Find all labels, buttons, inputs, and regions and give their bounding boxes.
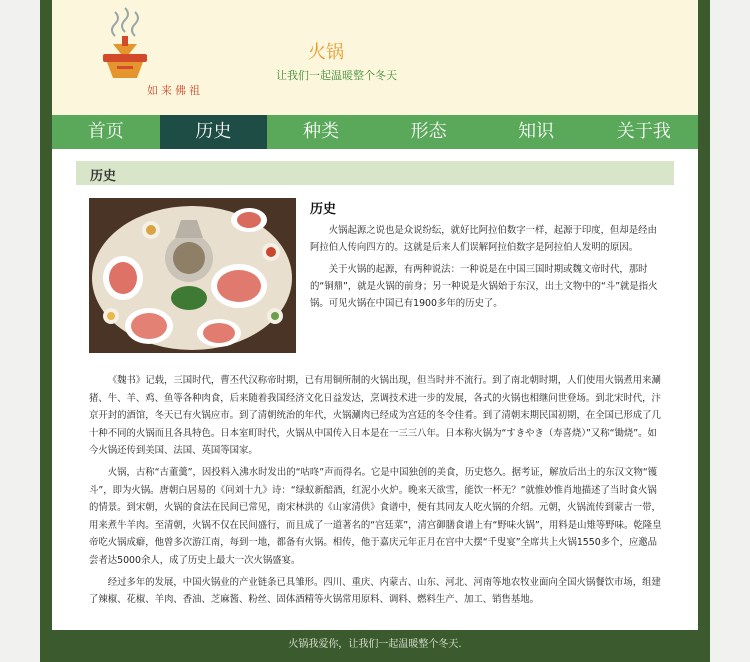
body-paragraph: 火锅，古称“古董羹”，因投料入沸水时发出的“咕咚”声而得名。它是中国独创的美食，历史悠久。据考证，解放后出土的东汉文物“镬斗”，即为火锅。唐朝白居易的《问刘十九》诗：“绿蚁新醅酒，红泥小火炉。晚来天欲雪，能饮一杯无？”就惟妙惟肖地描述了当时食火锅的情景。到宋朝，火锅的食法在民间已常见，南宋林洪的《山家清供》食谱中，便有其同友人吃火锅的介绍。元朝，火锅流传到蒙古一带，用来煮牛羊肉。至清朝，火锅不仅在民间盛行，而且成了一道著名的“宫廷菜”，清宫御膳食谱上有“野味火锅”，用料是山雉等野味。乾隆皇帝吃火锅成癖，他曾多次游江南，每到一地，都备有火锅。相传，他于嘉庆元年正月在宫中大摆“千叟宴”全席共上火锅1550多个，应邀品尝者达5000余人，成了历史上最大一次火锅盛宴。 <box>89 466 662 566</box>
section-heading: 历史 <box>90 169 117 184</box>
body-paragraph: 《魏书》记载，三国时代，曹丕代汉称帝时期，已有用铜所制的火锅出现，但当时并不流行。到了南北朝时期，人们使用火锅煮用来涮猪、牛、羊、鸡、鱼等各种肉食，后来随着我国经济文化日益发达，烹调技术进一步的发展，各式的火锅也相继问世登场。到北宋时代，汴京开封的酒馆，冬天已有火锅应市。到了清朝统治的年代，火锅涮肉已经成为宫廷的冬令佳肴。到了清朝末期民国初期，在全国已形成了几十种不同的火锅而且各具特色。日本室町时代，火锅从中国传入日本是在一三三八年。日本称火锅为“すきやき（寿喜烧）”又称“锄烧”。如今火锅还传到美国、法国、英国等国家。 <box>89 375 661 457</box>
nav-item-history[interactable]: 历史 <box>160 115 268 149</box>
article-intro <box>310 222 662 312</box>
nav-item-home[interactable]: 首页 <box>87 121 124 142</box>
article-body <box>89 372 663 613</box>
logo-caption: 如来佛祖 <box>147 84 203 97</box>
nav-item-knowledge[interactable]: 知识 <box>518 121 555 142</box>
nav-item-types[interactable]: 种类 <box>302 121 339 142</box>
main-nav <box>52 115 698 149</box>
article-title: 历史 <box>310 202 337 217</box>
hotpot-photo <box>89 198 296 353</box>
nav-item-about-me[interactable]: 关于我 <box>616 121 671 142</box>
hotpot-logo-icon <box>95 6 155 106</box>
site-footer <box>40 630 710 662</box>
site-subtitle: 让我们一起温暖整个冬天 <box>276 69 397 82</box>
nav-item-forms[interactable]: 形态 <box>410 121 447 142</box>
section-heading-bar <box>76 161 674 185</box>
intro-paragraph: 关于火锅的起源，有两种说法：一种说是在中国三国时期或魏文帝时代，那时的“铜鼎”，就是火锅的前身；另一种说是火锅始于东汉，出土文物中的“斗”就是指火锅。可见火锅在中国已有1900多年的历史了。 <box>310 264 658 309</box>
body-paragraph: 经过多年的发展，中国火锅业的产业链条已具雏形。四川、重庆、内蒙古、山东、河北、河南等地农牧业面向全国火锅餐饮市场，组建了辣椒、花椒、羊肉、香油、芝麻酱、粉丝、固体酒精等火锅常用原料、调料、燃料生产、加工、销售基地。 <box>89 576 661 606</box>
site-title: 火锅 <box>308 42 344 63</box>
footer-text: 火锅我爱你，让我们一起温暖整个冬天. <box>288 639 462 650</box>
intro-paragraph: 火锅起源之说也是众说纷纭，就好比阿拉伯数字一样，起源于印度，但却是经由阿拉伯人传向四方的。这就是后来人们误解阿拉伯数字是阿拉伯人发明的原因。 <box>310 225 657 253</box>
